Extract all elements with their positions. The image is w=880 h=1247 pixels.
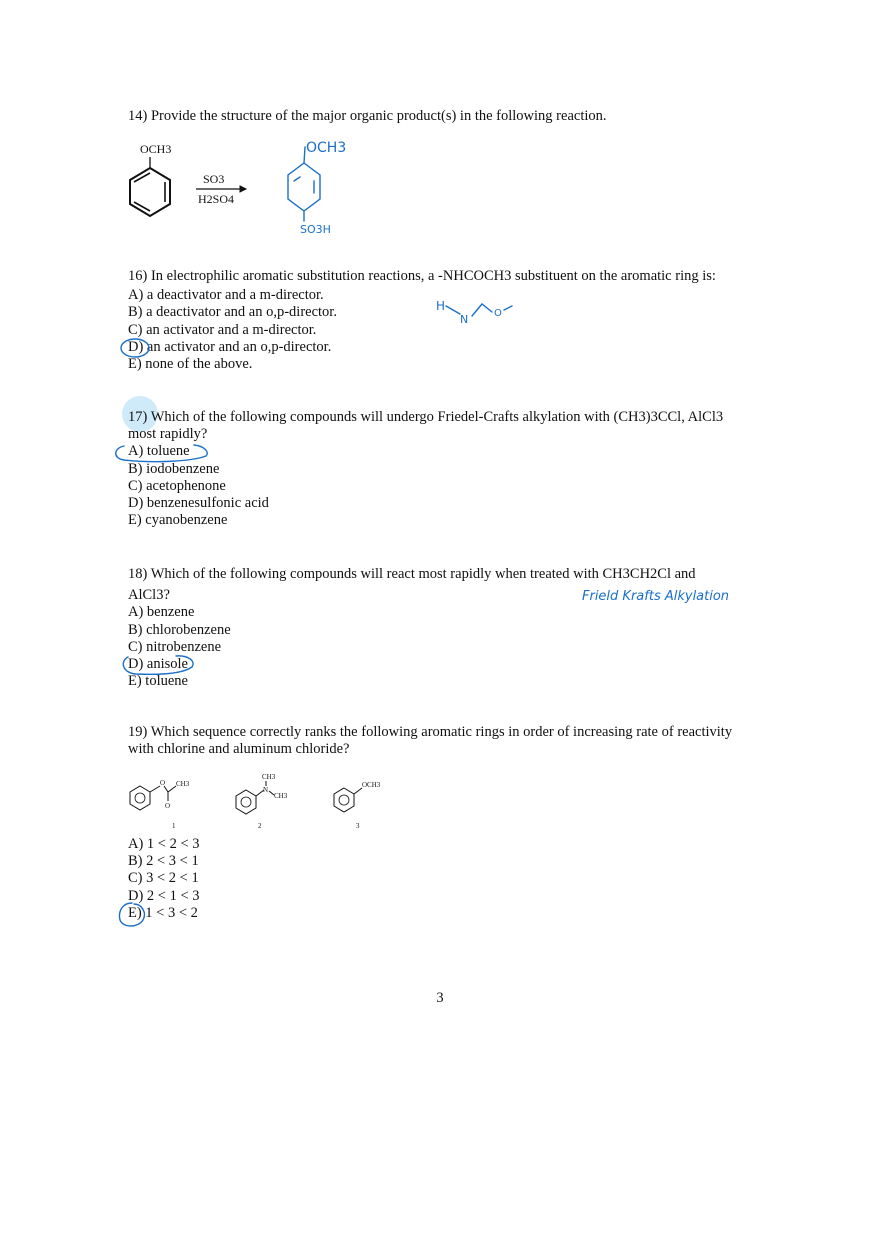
q19-structure-2 [236,773,288,830]
svg-text:CH3: CH3 [176,780,190,788]
q19-option-a[interactable]: A) 1 < 2 < 3 [128,836,200,852]
q14-answer-bottom: SO3H [300,223,331,236]
q17-option-e[interactable]: E) cyanobenzene [128,512,228,529]
svg-text:O: O [160,779,166,787]
benzene-ring-icon [130,168,170,216]
svg-text:OCH3: OCH3 [362,781,381,789]
q18-option-c[interactable]: C) nitrobenzene [128,638,222,655]
q19-structure-1 [130,779,190,830]
q16-note-n: N [460,313,469,326]
q18-option-a[interactable]: A) benzene [128,604,195,621]
q19-option-c[interactable]: C) 3 < 2 < 1 [128,870,199,887]
q17-option-d[interactable]: D) benzenesulfonic acid [128,495,269,512]
q19-option-d[interactable]: D) 2 < 1 < 3 [128,887,200,904]
question-14 [128,108,607,125]
q16-handwritten-structure [432,292,532,328]
question-17-stem-line1: 17) Which of the following compounds will undergo Friedel-Crafts alkylation with (CH3)3CCl, AlCl3 [128,409,724,425]
question-19-stem-line1: 19) Which sequence correctly ranks the following aromatic rings in order of increasing rate of reactivity [128,724,733,740]
page-number: 3 [436,990,444,1006]
q19-option-b[interactable]: B) 2 < 3 < 1 [128,853,199,870]
benzene-ring-icon [334,788,354,812]
svg-text:CH3: CH3 [262,773,276,781]
q16-answer-circle [118,337,154,359]
q16-note-h: H [436,299,446,313]
q18-handwritten-note [580,584,740,608]
q19-answer-circle [116,900,150,930]
question-19-stem-line2: with chlorine and aluminum chloride? [128,741,350,758]
question-16 [128,268,716,373]
q17-option-b[interactable]: B) iodobenzene [128,460,220,477]
product-ring-icon [288,163,320,211]
q14-handwritten-answer [270,135,360,245]
svg-text:O: O [165,802,171,810]
q18-answer-circle [118,653,200,677]
q16-option-c[interactable]: C) an activator and a m-director. [128,321,317,338]
q18-option-d[interactable]: D) anisole [128,656,188,673]
svg-text:CH3: CH3 [274,792,288,800]
q16-note-o: O [494,308,502,319]
q19-structure-2-label: 2 [258,822,262,830]
question-17-stem-line2: most rapidly? [128,426,208,443]
question-18-stem-line1: 18) Which of the following compounds will react most rapidly when treated with CH3CH2Cl and [128,566,696,582]
q14-reagent-bottom: H2SO4 [198,192,235,206]
q19-structure-3 [334,781,381,830]
q14-reagent-top: SO3 [203,172,225,186]
q14-reactant-substituent: OCH3 [140,142,172,156]
question-14-stem: 14) Provide the structure of the major organic product(s) in the following reaction. [128,108,607,124]
q19-option-e[interactable]: E) 1 < 3 < 2 [128,904,198,921]
q17-option-c[interactable]: C) acetophenone [128,477,226,494]
q19-structure-1-label: 1 [172,822,176,830]
q14-reaction-scheme [118,135,258,225]
question-19 [128,724,732,758]
q18-option-b[interactable]: B) chlorobenzene [128,621,231,638]
q16-option-d[interactable]: D) an activator and an o,p-director. [128,338,332,355]
q18-note-text: Frield Krafts Alkylation [582,589,730,604]
q17-option-a[interactable]: A) toluene [128,443,190,460]
q16-option-b[interactable]: B) a deactivator and an o,p-director. [128,304,337,321]
q17-answer-circle [110,440,214,468]
q16-option-e[interactable]: E) none of the above. [128,356,253,373]
q19-structure-3-label: 3 [356,822,360,830]
q14-answer-top: OCH3 [306,140,347,156]
svg-text:N: N [263,786,269,794]
question-18-stem-line2: AlCl3? [128,587,170,604]
q18-option-e[interactable]: E) toluene [128,673,188,690]
question-17 [128,409,723,529]
q19-structures [124,772,404,834]
benzene-ring-icon [236,790,256,814]
benzene-ring-icon [130,786,150,810]
question-16-stem: 16) In electrophilic aromatic substitution reactions, a -NHCOCH3 substituent on the aromatic ring is: [128,268,716,284]
q16-option-a[interactable]: A) a deactivator and a m-director. [128,287,324,304]
